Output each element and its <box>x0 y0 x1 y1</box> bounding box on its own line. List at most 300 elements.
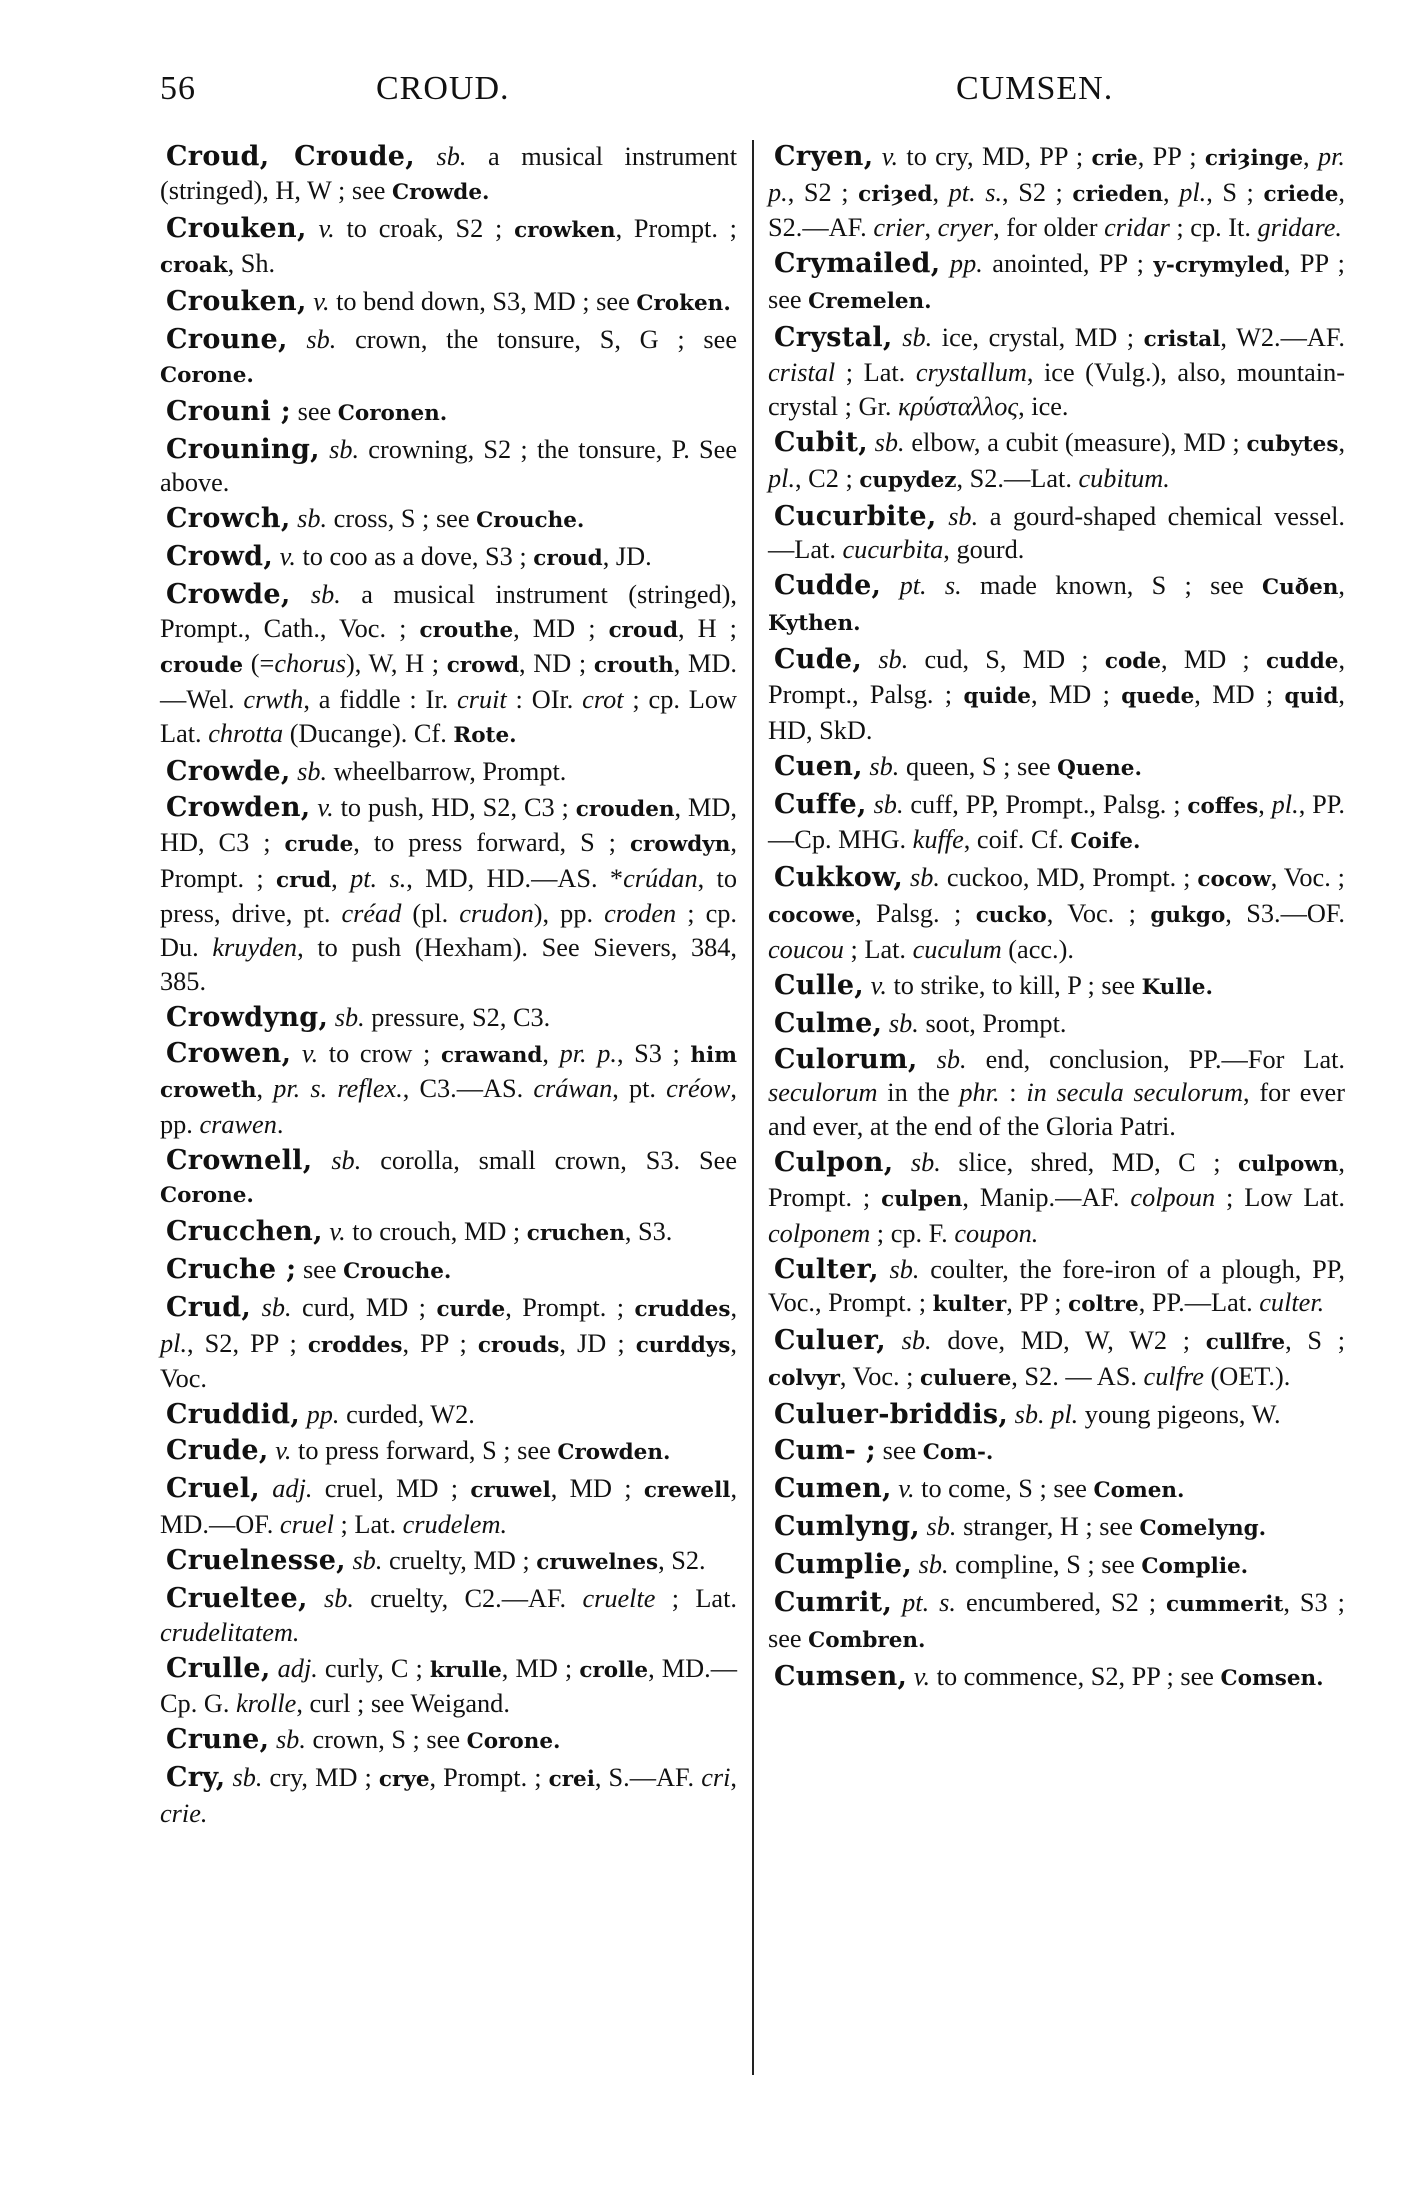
italic-text: pl. <box>160 1328 188 1358</box>
dictionary-entry <box>160 1582 737 1649</box>
italic-text: v. <box>913 1661 931 1691</box>
definition-text: , <box>1258 789 1272 819</box>
headword: Crune, <box>166 1724 270 1756</box>
italic-text: kuffe <box>912 825 964 855</box>
definition-text <box>308 1584 324 1613</box>
italic-text: v. <box>881 142 899 171</box>
definition-text <box>225 1763 232 1792</box>
bold-form: crewell <box>643 1478 731 1504</box>
definition-text <box>864 971 871 1000</box>
definition-text: soot, Prompt. <box>918 1008 1067 1038</box>
definition-text: ; cp. F. <box>870 1218 955 1248</box>
dictionary-entry <box>160 212 737 283</box>
definition-text <box>300 1400 307 1429</box>
definition-text <box>271 1654 278 1683</box>
italic-text: adj. <box>272 1474 313 1504</box>
page-number: 56 <box>160 70 196 107</box>
definition-text: (pl. <box>401 899 460 929</box>
definition-text: , Palsg. ; <box>855 898 976 928</box>
italic-text: chrotta <box>208 718 284 748</box>
definition-text: to bend down, S3, MD ; see <box>329 287 637 317</box>
definition-text: to push, HD, S2, C3 ; <box>333 792 576 822</box>
definition-text: see <box>876 1436 923 1466</box>
bold-form: cubytes <box>1246 431 1339 457</box>
definition-text <box>903 863 910 892</box>
headword: Crowch, <box>166 503 291 535</box>
definition-text: , Prompt. ; <box>429 1763 549 1793</box>
definition-text: ; Lat. <box>333 1509 403 1539</box>
definition-text: , curl ; see Weigand. <box>296 1689 510 1719</box>
definition-text: in the <box>877 1078 960 1108</box>
bold-form: criȝinge <box>1204 146 1304 171</box>
italic-text: colponem <box>768 1218 871 1248</box>
definition-text: ), pp. <box>533 899 605 929</box>
definition-text <box>937 502 949 531</box>
headword: Crouken, <box>166 212 307 244</box>
definition-text: , S2. — AS. <box>1011 1362 1144 1392</box>
definition-text <box>873 142 881 171</box>
dictionary-entry <box>160 1544 737 1580</box>
definition-text: , <box>331 863 351 893</box>
definition-text: to commence, S2, PP ; see <box>930 1661 1221 1691</box>
definition-text: compline, S ; see <box>948 1549 1142 1579</box>
headword: Culpon, <box>774 1146 894 1178</box>
italic-text: pr. p. <box>768 142 1345 207</box>
italic-text: sb. <box>306 325 337 355</box>
dictionary-entry <box>768 861 1345 966</box>
definition-text <box>912 1550 919 1579</box>
italic-text: pr. s. reflex. <box>273 1074 403 1104</box>
italic-text: sb. <box>888 1008 919 1038</box>
bold-form: cruwel <box>470 1478 551 1504</box>
italic-text: cuculum <box>912 934 1002 964</box>
definition-text: , for older <box>993 213 1105 243</box>
definition-text: , Manip.—AF. <box>962 1183 1131 1213</box>
italic-text: sb. <box>948 501 979 531</box>
bold-form: curde <box>436 1297 506 1323</box>
bold-form: crowdyn <box>629 832 731 858</box>
bold-form: cristal <box>1143 326 1221 352</box>
italic-text: sb. <box>874 427 905 457</box>
definition-text: , ND ; <box>519 649 594 679</box>
italic-text: krolle <box>235 1689 297 1719</box>
headword: Croune, <box>166 324 288 356</box>
headword: Cruche ; <box>166 1254 297 1286</box>
headword: Culle, <box>774 969 865 1001</box>
definition-text: wheelbarrow, Prompt. <box>327 756 567 786</box>
italic-text: sb. <box>261 1293 292 1323</box>
definition-text: , JD. <box>602 542 652 572</box>
definition-text <box>868 428 875 457</box>
definition-text: crowning, S2 ; the tonsure, P. See above. <box>160 434 737 498</box>
headword: Cucurbite, <box>774 500 937 532</box>
definition-text: , S ; <box>1206 177 1264 207</box>
definition-text <box>893 1148 911 1177</box>
italic-text: pp. <box>306 1400 340 1430</box>
definition-text: crown, the tonsure, S, G ; see <box>336 325 737 355</box>
bold-form: cruwelnes <box>536 1549 659 1575</box>
headword: Crouning, <box>166 433 320 465</box>
definition-text: . <box>276 1109 284 1139</box>
definition-text: ; cp. Du. <box>160 899 737 962</box>
italic-text: sb. <box>910 1147 941 1177</box>
bold-form: culuere <box>920 1366 1012 1392</box>
bold-form: culpen <box>881 1187 963 1213</box>
bold-form: cudde <box>1265 648 1339 674</box>
italic-text: pt. s. <box>902 1587 956 1617</box>
definition-text: to press forward, S ; see <box>291 1436 558 1466</box>
dictionary-entry <box>768 1324 1345 1395</box>
definition-text: , <box>932 177 949 207</box>
bold-form: Crowden. <box>557 1440 671 1466</box>
bold-form: Coronen. <box>337 400 448 426</box>
definition-text: crown, S ; see <box>305 1725 467 1755</box>
definition-text: , pt. <box>612 1074 667 1104</box>
headword: Cude, <box>774 643 863 675</box>
italic-text: v. <box>898 1474 915 1503</box>
definition-text: , MD ; <box>1161 644 1266 674</box>
bold-form: cucko <box>975 902 1047 928</box>
definition-text: , S3 ; see <box>768 1587 1345 1653</box>
definition-text <box>918 1045 937 1074</box>
headword: Croud, Croude, <box>166 141 415 172</box>
definition-text: ; cp. Low Lat. <box>160 685 737 748</box>
definition-text: , S ; <box>1285 1326 1345 1356</box>
definition-text <box>920 1512 927 1541</box>
bold-form: him croweth <box>160 1042 737 1104</box>
dictionary-entry <box>160 540 737 576</box>
dictionary-entry <box>768 788 1345 859</box>
definition-text: , ice (Vulg.), also, mountain-crystal ; Gr. <box>768 358 1345 421</box>
headword: Cudde, <box>774 570 882 602</box>
headword: Crowde, <box>166 579 291 611</box>
definition-text: cruelty, C2.—AF. <box>354 1583 583 1613</box>
dictionary-entry <box>160 1652 737 1721</box>
definition-text: , S2 ; <box>787 177 859 207</box>
definition-text: (OET.). <box>1203 1362 1291 1392</box>
definition-text: slice, shred, MD, C ; <box>940 1147 1239 1177</box>
definition-text: ; cp. It. <box>1169 213 1258 243</box>
bold-form: Rote. <box>453 722 517 748</box>
bold-form: cullfre <box>1205 1330 1286 1356</box>
italic-text: cristal <box>768 358 836 388</box>
italic-text: pt. s. <box>899 571 962 601</box>
definition-text: , MD ; <box>501 1653 580 1683</box>
definition-text: , MD ; <box>1030 680 1122 710</box>
bold-form: crieden <box>1072 181 1164 207</box>
bold-form: croud <box>533 546 603 572</box>
bold-form: Cuðen <box>1262 575 1339 601</box>
headword: Crowden, <box>166 791 311 823</box>
italic-text: créad <box>341 899 402 929</box>
headword: Cuffe, <box>774 788 867 820</box>
definition-text: ; Lat. <box>655 1583 737 1613</box>
definition-text: (Ducange). Cf. <box>283 718 454 748</box>
italic-text: sb. <box>873 789 904 819</box>
bold-form: code <box>1104 648 1162 674</box>
definition-text <box>312 1146 331 1175</box>
definition-text: , a fiddle : Ir. <box>303 685 458 715</box>
headword: Cumlyng, <box>774 1510 920 1542</box>
italic-text: chorus <box>274 649 346 679</box>
dictionary-entry <box>160 140 737 209</box>
definition-text: , Voc. ; <box>1046 898 1151 928</box>
headword: Crouken, <box>166 286 307 318</box>
italic-text: sb. <box>869 751 900 781</box>
bold-form: curddys <box>635 1332 731 1358</box>
headword: Cruddid, <box>166 1399 301 1431</box>
definition-text: , to press, drive, pt. <box>160 863 737 929</box>
definition-text: dove, MD, W, W2 ; <box>931 1326 1206 1356</box>
definition-text: , S2.—Lat. <box>956 463 1079 493</box>
dictionary-entry <box>160 755 737 789</box>
definition-text: , <box>1338 427 1346 457</box>
italic-text: sb. <box>324 1583 354 1613</box>
definition-text: , S.—AF. <box>594 1763 702 1793</box>
bold-form: cummerit <box>1166 1591 1284 1617</box>
definition-text: (acc.). <box>1001 934 1074 964</box>
italic-text: coucou <box>768 934 844 964</box>
bold-form: cruddes <box>634 1297 731 1323</box>
definition-text <box>307 214 319 243</box>
definition-text: , H ; <box>678 613 737 643</box>
italic-text: pl. <box>1179 177 1207 207</box>
definition-text <box>862 645 878 674</box>
definition-text: , S2. <box>658 1545 706 1575</box>
bold-form: Quene. <box>1057 755 1142 781</box>
italic-text: cri <box>701 1763 731 1793</box>
definition-text: corolla, small crown, S3. See <box>361 1145 737 1175</box>
bold-form: Comsen. <box>1220 1665 1324 1691</box>
dictionary-entry <box>160 395 737 431</box>
definition-text: , PP.—Cp. MHG. <box>768 789 1346 855</box>
italic-text: v. <box>301 1038 319 1068</box>
definition-text: to come, S ; see <box>914 1474 1094 1503</box>
headword: Culorum, <box>774 1043 918 1075</box>
dictionary-entry <box>768 750 1345 786</box>
bold-form: Com-. <box>922 1440 994 1466</box>
definition-text: : OIr. <box>506 685 583 715</box>
definition-text: , Prompt. ; <box>615 213 737 243</box>
definition-text: (= <box>243 649 275 679</box>
definition-text: see <box>296 1255 344 1285</box>
definition-text: , MD ; <box>1194 680 1285 710</box>
definition-text <box>328 1003 335 1032</box>
italic-text: sb. <box>310 580 341 610</box>
definition-text: ), W, H ; <box>345 649 447 679</box>
bold-form: cupydez <box>859 467 957 493</box>
definition-text: , HD, SkD. <box>768 680 1345 745</box>
headword: Cukkow, <box>774 862 904 894</box>
italic-text: sb. <box>232 1763 263 1793</box>
definition-text: pressure, S2, C3. <box>364 1002 551 1032</box>
definition-text <box>907 1662 914 1691</box>
italic-text: coupon. <box>954 1218 1039 1248</box>
definition-text: cry, MD ; <box>262 1763 379 1793</box>
definition-text: curd, MD ; <box>291 1293 437 1323</box>
headword: Cruelnesse, <box>166 1544 346 1576</box>
definition-text: , C2 ; <box>795 463 860 493</box>
dictionary-entry <box>768 321 1345 424</box>
italic-text: sb. pl. <box>1014 1400 1079 1430</box>
definition-text: , <box>730 1293 738 1323</box>
italic-text: phr. <box>959 1078 1000 1108</box>
headword: Cuen, <box>774 750 863 782</box>
italic-text: culter. <box>1259 1288 1325 1318</box>
definition-text <box>893 323 903 352</box>
italic-text: cryer <box>937 213 994 243</box>
bold-form: cocowe <box>768 902 856 928</box>
headword: Culme, <box>774 1007 883 1039</box>
bold-form: quide <box>963 684 1031 710</box>
italic-text: crúdan <box>623 863 698 893</box>
definition-text: cuckoo, MD, Prompt. ; <box>939 863 1198 893</box>
italic-text: crot <box>582 685 624 715</box>
dictionary-entry <box>768 247 1345 318</box>
italic-text: cráwan <box>533 1074 613 1104</box>
headword: Crude, <box>166 1435 269 1467</box>
definition-text: cruelty, MD ; <box>382 1545 537 1575</box>
definition-text <box>881 571 899 600</box>
definition-text: a gourd-shaped chemical vessel.—Lat. <box>768 501 1345 565</box>
italic-text: pp. <box>949 249 983 279</box>
bold-form: coffes <box>1187 793 1259 819</box>
bold-form: Croken. <box>636 291 731 317</box>
dictionary-entry <box>160 1434 737 1470</box>
headword: Cumen, <box>774 1473 892 1504</box>
bold-form: kulter <box>932 1292 1007 1318</box>
headword: Cum- ; <box>774 1435 877 1467</box>
italic-text: pl. <box>768 463 796 493</box>
italic-text: sb. <box>902 322 933 352</box>
definition-text: , for ever and ever, at the end of the Gloria Patri. <box>768 1078 1345 1141</box>
definition-text <box>415 142 437 171</box>
definition-text: , ice. <box>1018 391 1069 421</box>
italic-text: sb. <box>901 1326 932 1356</box>
headword: Crulle, <box>166 1652 271 1684</box>
dictionary-entry <box>768 1472 1345 1508</box>
bold-form: coltre <box>1068 1292 1139 1318</box>
italic-text: crudelitatem. <box>160 1617 300 1647</box>
bold-form: criȝed <box>858 181 933 207</box>
definition-text <box>320 435 329 464</box>
definition-text: encumbered, S2 ; <box>955 1587 1167 1617</box>
dictionary-entry <box>160 1398 737 1432</box>
bold-form: Crouche. <box>476 508 585 534</box>
dictionary-entry <box>160 1253 737 1289</box>
italic-text: cruit <box>457 685 507 715</box>
bold-form: crowd <box>446 653 520 679</box>
definition-text: , <box>730 1763 737 1793</box>
italic-text: sb. <box>331 1145 362 1175</box>
definition-text: young pigeons, W. <box>1078 1400 1281 1430</box>
definition-text <box>273 542 280 571</box>
definition-text: , PP ; <box>1137 142 1205 171</box>
dictionary-entry <box>160 1472 737 1541</box>
italic-text: v. <box>318 213 335 243</box>
definition-text: , coif. Cf. <box>963 825 1071 855</box>
headword: Crucchen, <box>166 1216 323 1248</box>
definition-text: , <box>256 1074 274 1104</box>
definition-text: , <box>1163 177 1180 207</box>
italic-text: v. <box>279 542 296 572</box>
headword: Crouni ; <box>166 395 292 427</box>
italic-text: pt. s. <box>948 177 1003 207</box>
bold-form: Kythen. <box>768 610 861 636</box>
headword: Crowdyng, <box>166 1001 329 1033</box>
italic-text: gridare. <box>1257 213 1342 243</box>
dictionary-entry <box>160 1215 737 1251</box>
headword: Cruel, <box>166 1473 260 1505</box>
definition-text: to crow ; <box>318 1038 441 1068</box>
definition-text: to strike, to kill, P ; see <box>886 970 1142 1000</box>
dictionary-entry <box>768 643 1345 748</box>
definition-text <box>879 1255 890 1284</box>
definition-text: cud, S, MD ; <box>908 644 1105 674</box>
definition-text: coulter, the fore-iron of a plough, PP, Voc., Prompt. ; <box>768 1254 1345 1318</box>
bold-form: Kulle. <box>1141 974 1213 1000</box>
bold-form: criede <box>1263 181 1339 207</box>
italic-text: cucurbita <box>842 535 944 565</box>
definition-text: cuff, PP, Prompt., Palsg. ; <box>903 789 1188 819</box>
headword: Culuer, <box>774 1325 886 1357</box>
dictionary-entry <box>768 1253 1345 1322</box>
bold-form: crouth <box>593 653 674 679</box>
dictionary-entry <box>160 578 737 752</box>
definition-text: stranger, H ; see <box>956 1511 1140 1541</box>
italic-text: adj. <box>277 1653 318 1683</box>
headword: Crowd, <box>166 541 274 573</box>
italic-text: crwth <box>243 685 304 715</box>
italic-text: culfre <box>1143 1362 1204 1392</box>
bold-form: crude <box>284 832 354 858</box>
italic-text: κρύσταλλος <box>898 391 1019 421</box>
bold-form: Combren. <box>808 1627 926 1653</box>
definition-text: , Voc. <box>160 1328 737 1394</box>
dictionary-entry <box>160 285 737 321</box>
definition-text: , Sh. <box>227 249 276 279</box>
dictionary-entry <box>768 500 1345 567</box>
dictionary-entry <box>768 1586 1345 1657</box>
italic-text: v. <box>329 1217 346 1247</box>
italic-text: pr. p. <box>559 1038 617 1068</box>
bold-form: krulle <box>429 1657 502 1683</box>
definition-text: , PP ; <box>1006 1288 1069 1318</box>
definition-text: end, conclusion, PP.—For Lat. <box>966 1044 1346 1074</box>
italic-text: sb. <box>878 644 909 674</box>
italic-text: pl. <box>1271 789 1299 819</box>
definition-text: ; Lat. <box>835 358 916 388</box>
bold-form: cruchen <box>526 1221 625 1247</box>
italic-text: crystallum <box>915 358 1027 388</box>
definition-text: , Prompt. ; <box>768 1147 1345 1213</box>
definition-text: , S3 ; <box>616 1038 691 1068</box>
definition-text <box>1008 1400 1015 1429</box>
definition-text: , to push (Hexham). See Sievers, 384, 385. <box>160 932 737 996</box>
dictionary-entry <box>768 969 1345 1005</box>
definition-text: anointed, PP ; <box>982 249 1154 279</box>
dictionary-entry <box>768 1398 1345 1432</box>
italic-text: sb. <box>918 1549 949 1579</box>
definition-text: , S2.—AF. <box>768 177 1345 243</box>
definition-text: , Prompt. ; <box>505 1293 635 1323</box>
bold-form: quid <box>1284 684 1339 710</box>
bold-form: crawand <box>440 1042 543 1068</box>
headword: Crowde, <box>166 755 291 787</box>
definition-text <box>892 1588 902 1617</box>
italic-text: v. <box>313 287 330 317</box>
definition-text: , Prompt. ; <box>160 828 737 893</box>
